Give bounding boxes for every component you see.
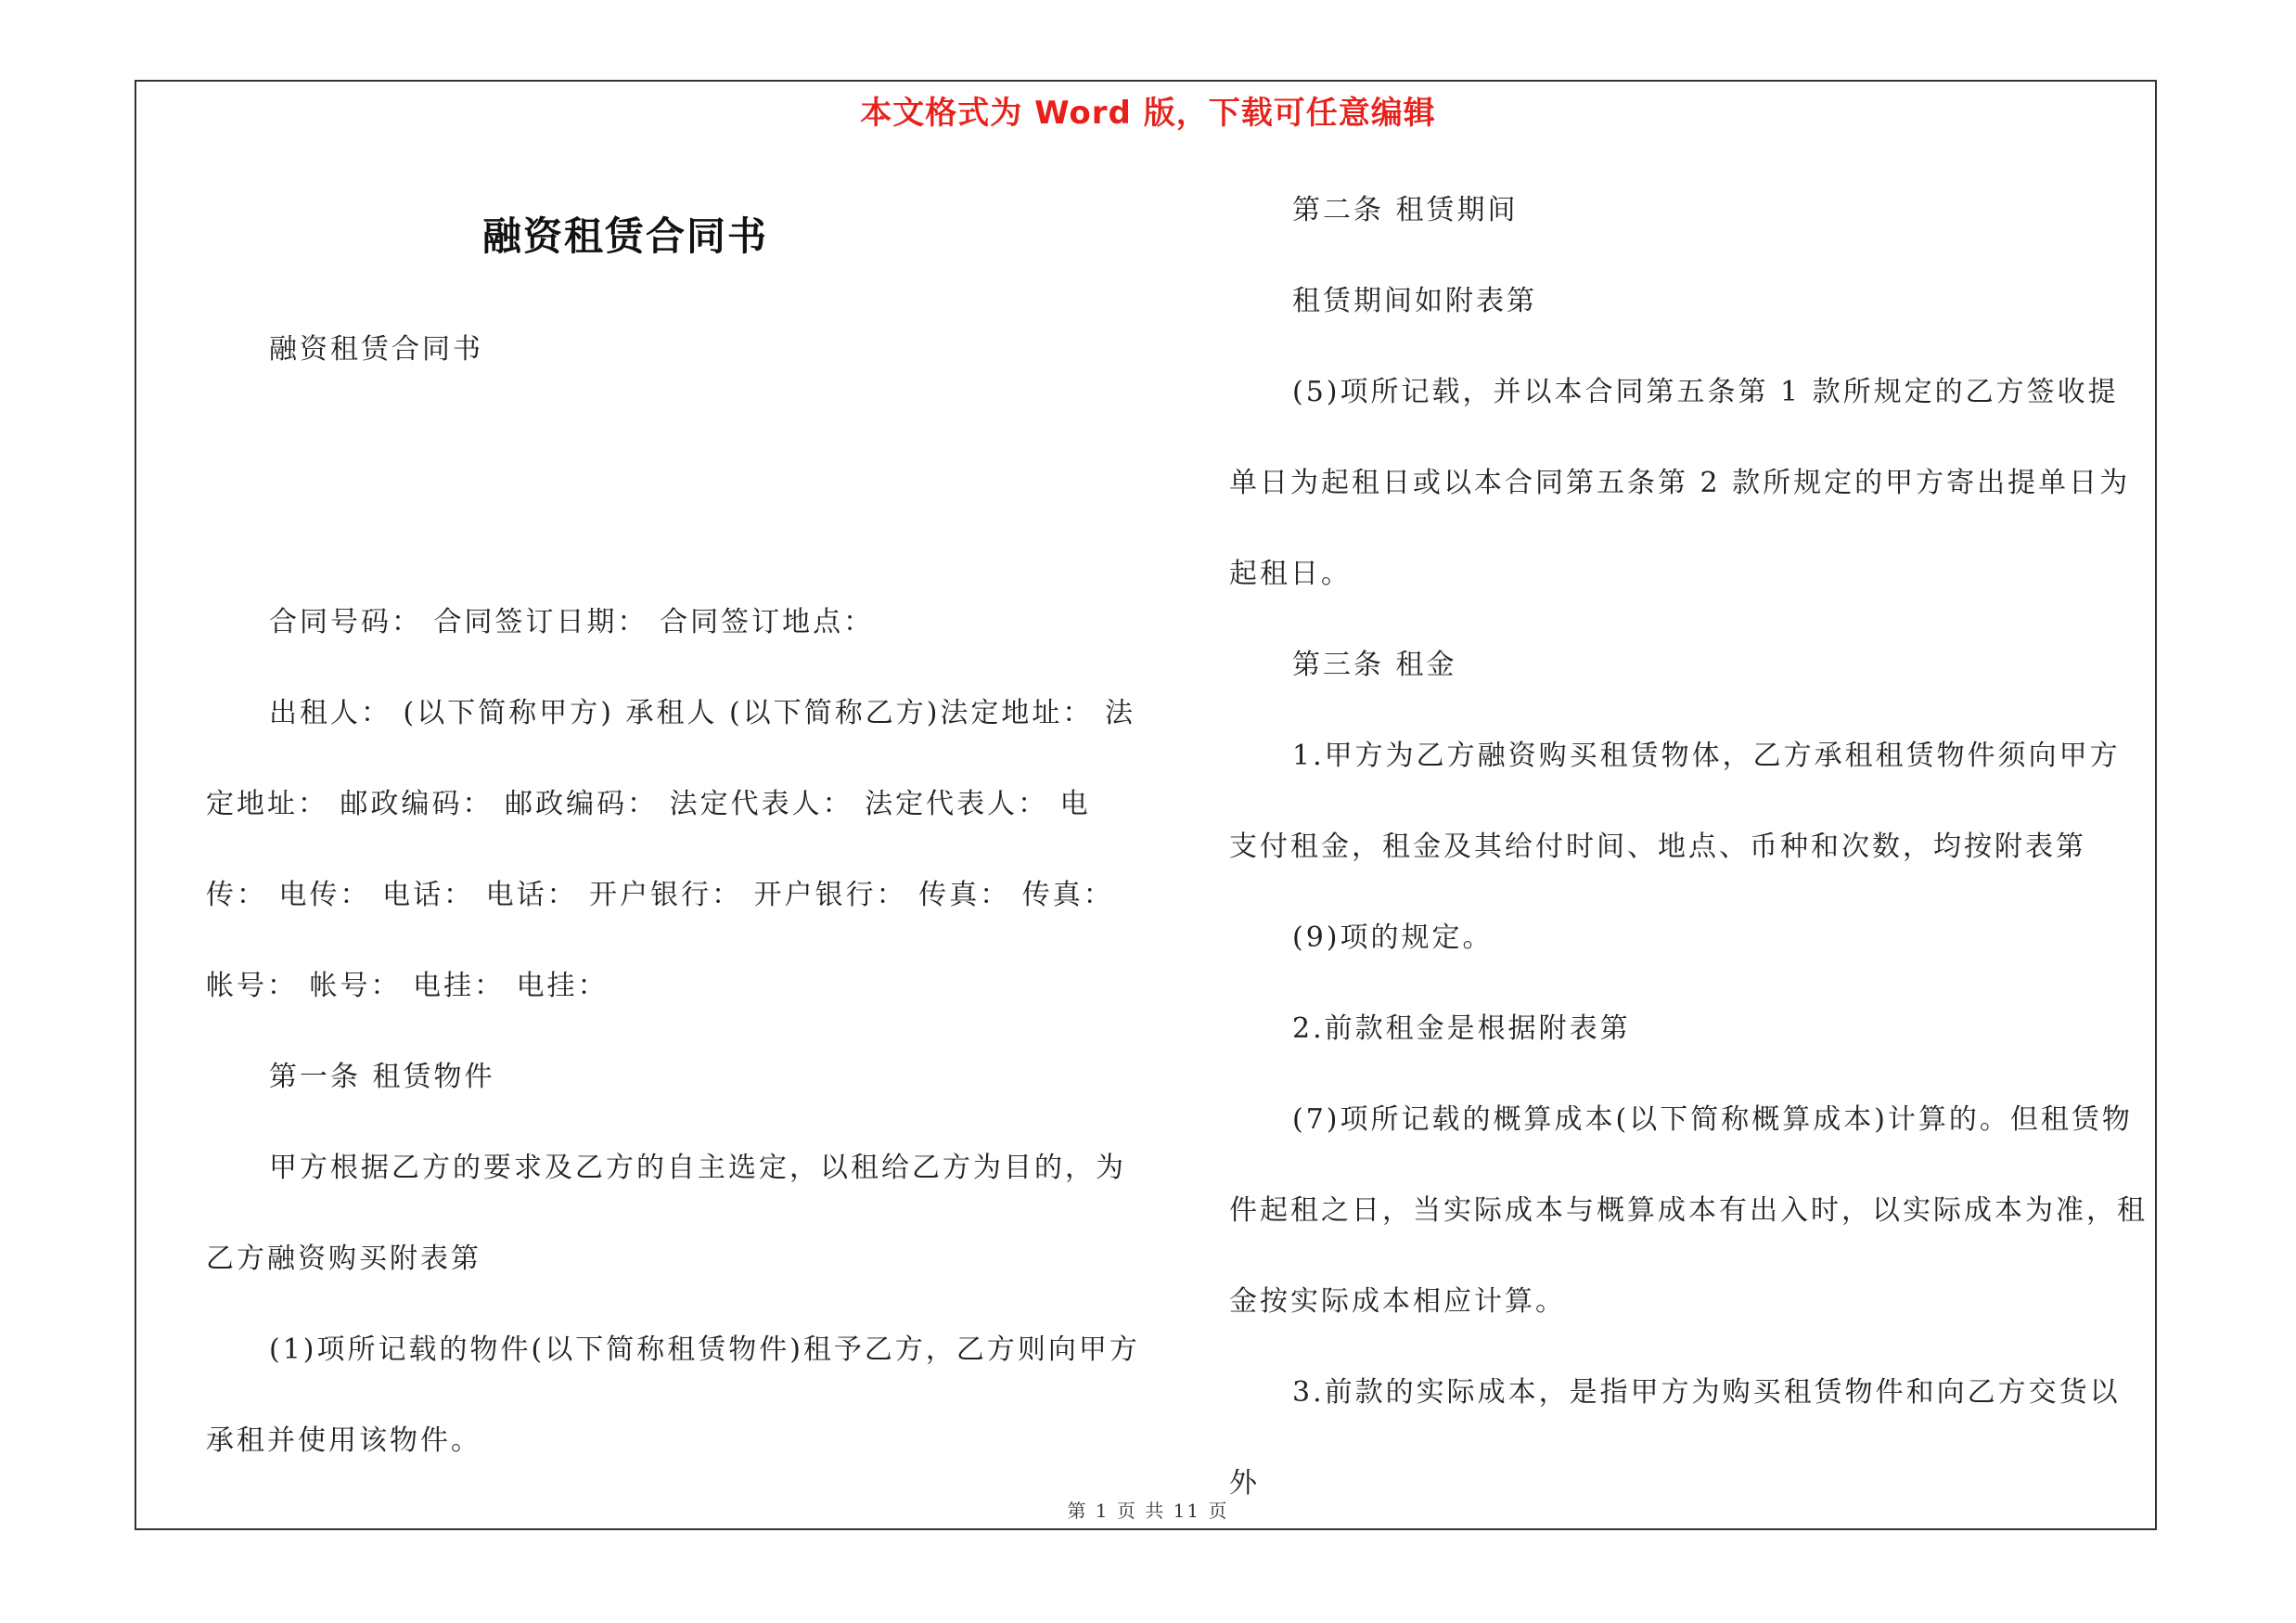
document-title: 融资租赁合同书 (482, 213, 769, 259)
right-column (1229, 165, 2148, 1529)
paragraph-article-3-clause-1: 1.甲方为乙方融资购买租赁物体，乙方承租租赁物件须向甲方支付租金，租金及其给付时间、地点、币种和次数，均按附表第 (1229, 740, 2121, 863)
paragraph-article-2-item-5: (5)项所记载，并以本合同第五条第 1 款所规定的乙方签收提单日为起租日或以本合同第五条第 2 款所规定的甲方寄出提单日为起租日。 (1229, 376, 2131, 590)
paragraph-article-1-heading: 第一条 租赁物件 (269, 1061, 495, 1093)
paragraph-contract-info: 合同号码： 合同签订日期： 合同签订地点： (269, 606, 875, 638)
left-column (206, 304, 1143, 1487)
paragraph-article-3-item-7: (7)项所记载的概算成本(以下简称概算成本)计算的。但租赁物件起租之日，当实际成本与概算成本有出入时，以实际成本为准，租金按实际成本相应计算。 (1229, 1103, 2148, 1318)
paragraph-article-2-heading: 第二条 租赁期间 (1292, 194, 1519, 226)
paragraph-article-3-clause-3: 3.前款的实际成本，是指甲方为购买租赁物件和向乙方交货以外 (1229, 1376, 2121, 1500)
paragraph-subtitle: 融资租赁合同书 (269, 333, 483, 366)
blank-space (206, 395, 1143, 577)
paragraph-article-2-body: 租赁期间如附表第 (1292, 285, 1537, 317)
paragraph-article-1-item-1: (1)项所记载的物件(以下简称租赁物件)租予乙方，乙方则向甲方承租并使用该物件。 (206, 1333, 1140, 1457)
word-format-banner: 本文格式为 Word 版，下载可任意编辑 (860, 95, 1436, 132)
page-number-footer: 第 1 页 共 11 页 (1067, 1500, 1229, 1522)
paragraph-article-3-clause-2: 2.前款租金是根据附表第 (1292, 1012, 1631, 1045)
paragraph-article-3-item-9: (9)项的规定。 (1292, 921, 1494, 954)
paragraph-article-3-heading: 第三条 租金 (1292, 649, 1457, 681)
paragraph-article-1-body: 甲方根据乙方的要求及乙方的自主选定，以租给乙方为目的，为乙方融资购买附表第 (206, 1152, 1126, 1275)
paragraph-parties: 出租人： (以下简称甲方) 承租人 (以下简称乙方)法定地址： 法定地址： 邮政编码： 邮政编码： 法定代表人： 法定代表人： 电传： 电传： 电话： 电话： 开户银行： 开户银行： 传真： 传真： 帐号： 帐号： 电挂： 电挂： (206, 697, 1135, 1002)
